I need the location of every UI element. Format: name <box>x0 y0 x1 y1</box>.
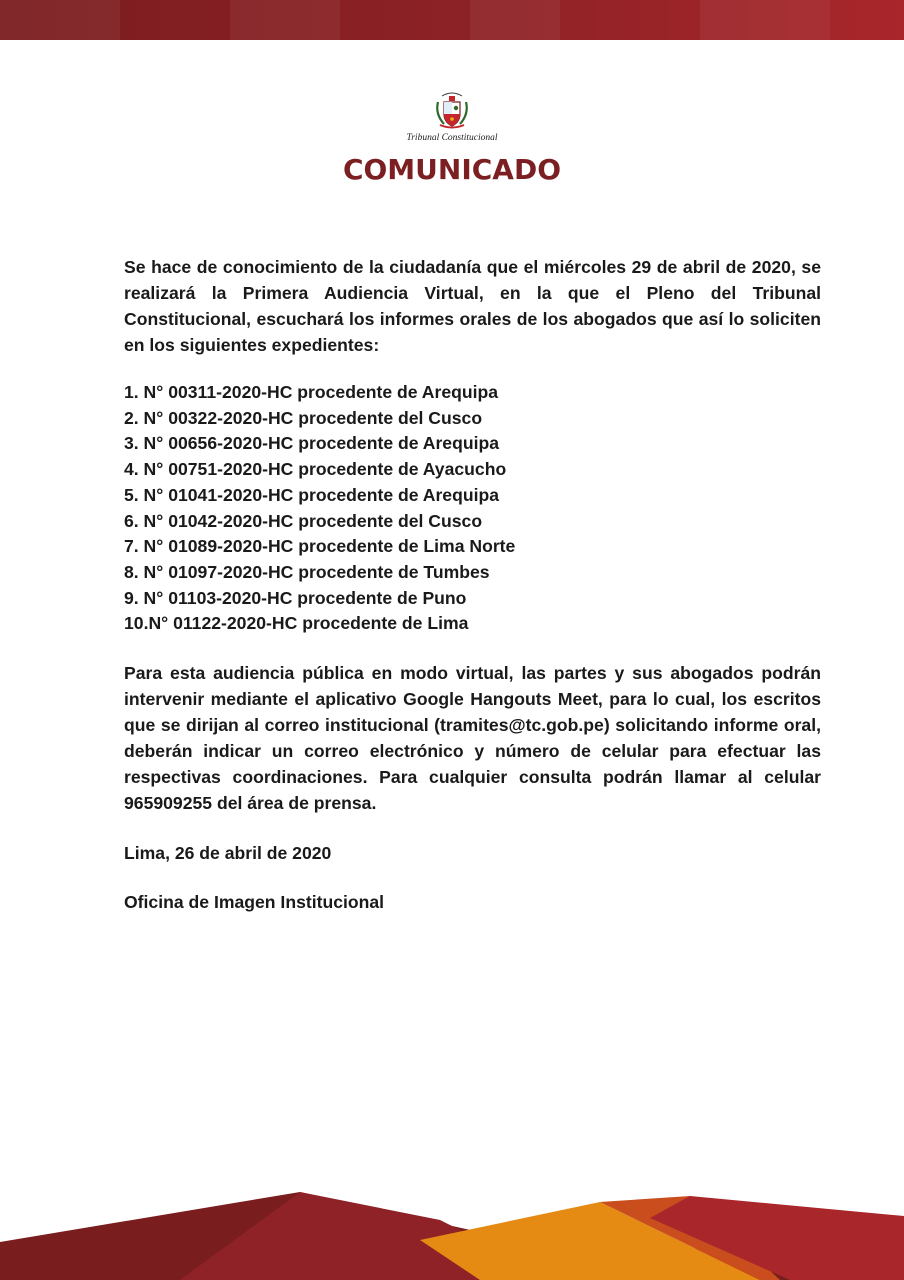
expedientes-list <box>124 380 821 637</box>
list-item: 10.N° 01122-2020-HC procedente de Lima <box>124 613 469 634</box>
institution-name: Tribunal Constitucional <box>406 133 498 143</box>
coat-of-arms-icon <box>432 88 472 132</box>
institution-logo <box>402 88 502 148</box>
list-item: 1. N° 00311-2020-HC procedente de Arequipa <box>124 382 499 402</box>
outro-paragraph: Para esta audiencia pública en modo virtual, las partes y sus abogados podrán intervenir mediante el aplicativo Google Hangouts Meet, para lo cual, los escritos que se dirijan al correo institucional (tramites@tc.gob.pe) solicitando informe oral, deberán indicar un correo electrónico y número de celular para efectuar las respectivas coordinaciones. Para cualquier consulta podrán llamar al celular 965909255 del área de prensa. <box>124 663 821 813</box>
intro-paragraph: Se hace de conocimiento de la ciudadanía que el miércoles 29 de abril de 2020, se realizará la Primera Audiencia Virtual, en la que el Pleno del Tribunal Constitucional, escuchará los informes orales de los abogados que así lo soliciten en los siguientes expedientes: <box>124 257 821 355</box>
date-line: Lima, 26 de abril de 2020 <box>124 843 332 863</box>
bottom-decorative-band <box>0 1180 904 1280</box>
list-item: 6. N° 01042-2020-HC procedente del Cusco <box>124 510 483 531</box>
list-item: 2. N° 00322-2020-HC procedente del Cusco <box>124 407 483 428</box>
list-item: 7. N° 01089-2020-HC procedente de Lima Norte <box>124 536 516 557</box>
list-item: 5. N° 01041-2020-HC procedente de Arequipa <box>124 484 500 505</box>
signature-line: Oficina de Imagen Institucional <box>124 892 385 912</box>
document-title: COMUNICADO <box>342 153 562 186</box>
list-item: 9. N° 01103-2020-HC procedente de Puno <box>124 587 467 608</box>
list-item: 3. N° 00656-2020-HC procedente de Arequipa <box>124 433 500 454</box>
top-decorative-band <box>0 0 904 40</box>
list-item: 4. N° 00751-2020-HC procedente de Ayacucho <box>124 459 507 480</box>
list-item: 8. N° 01097-2020-HC procedente de Tumbes <box>124 561 490 582</box>
